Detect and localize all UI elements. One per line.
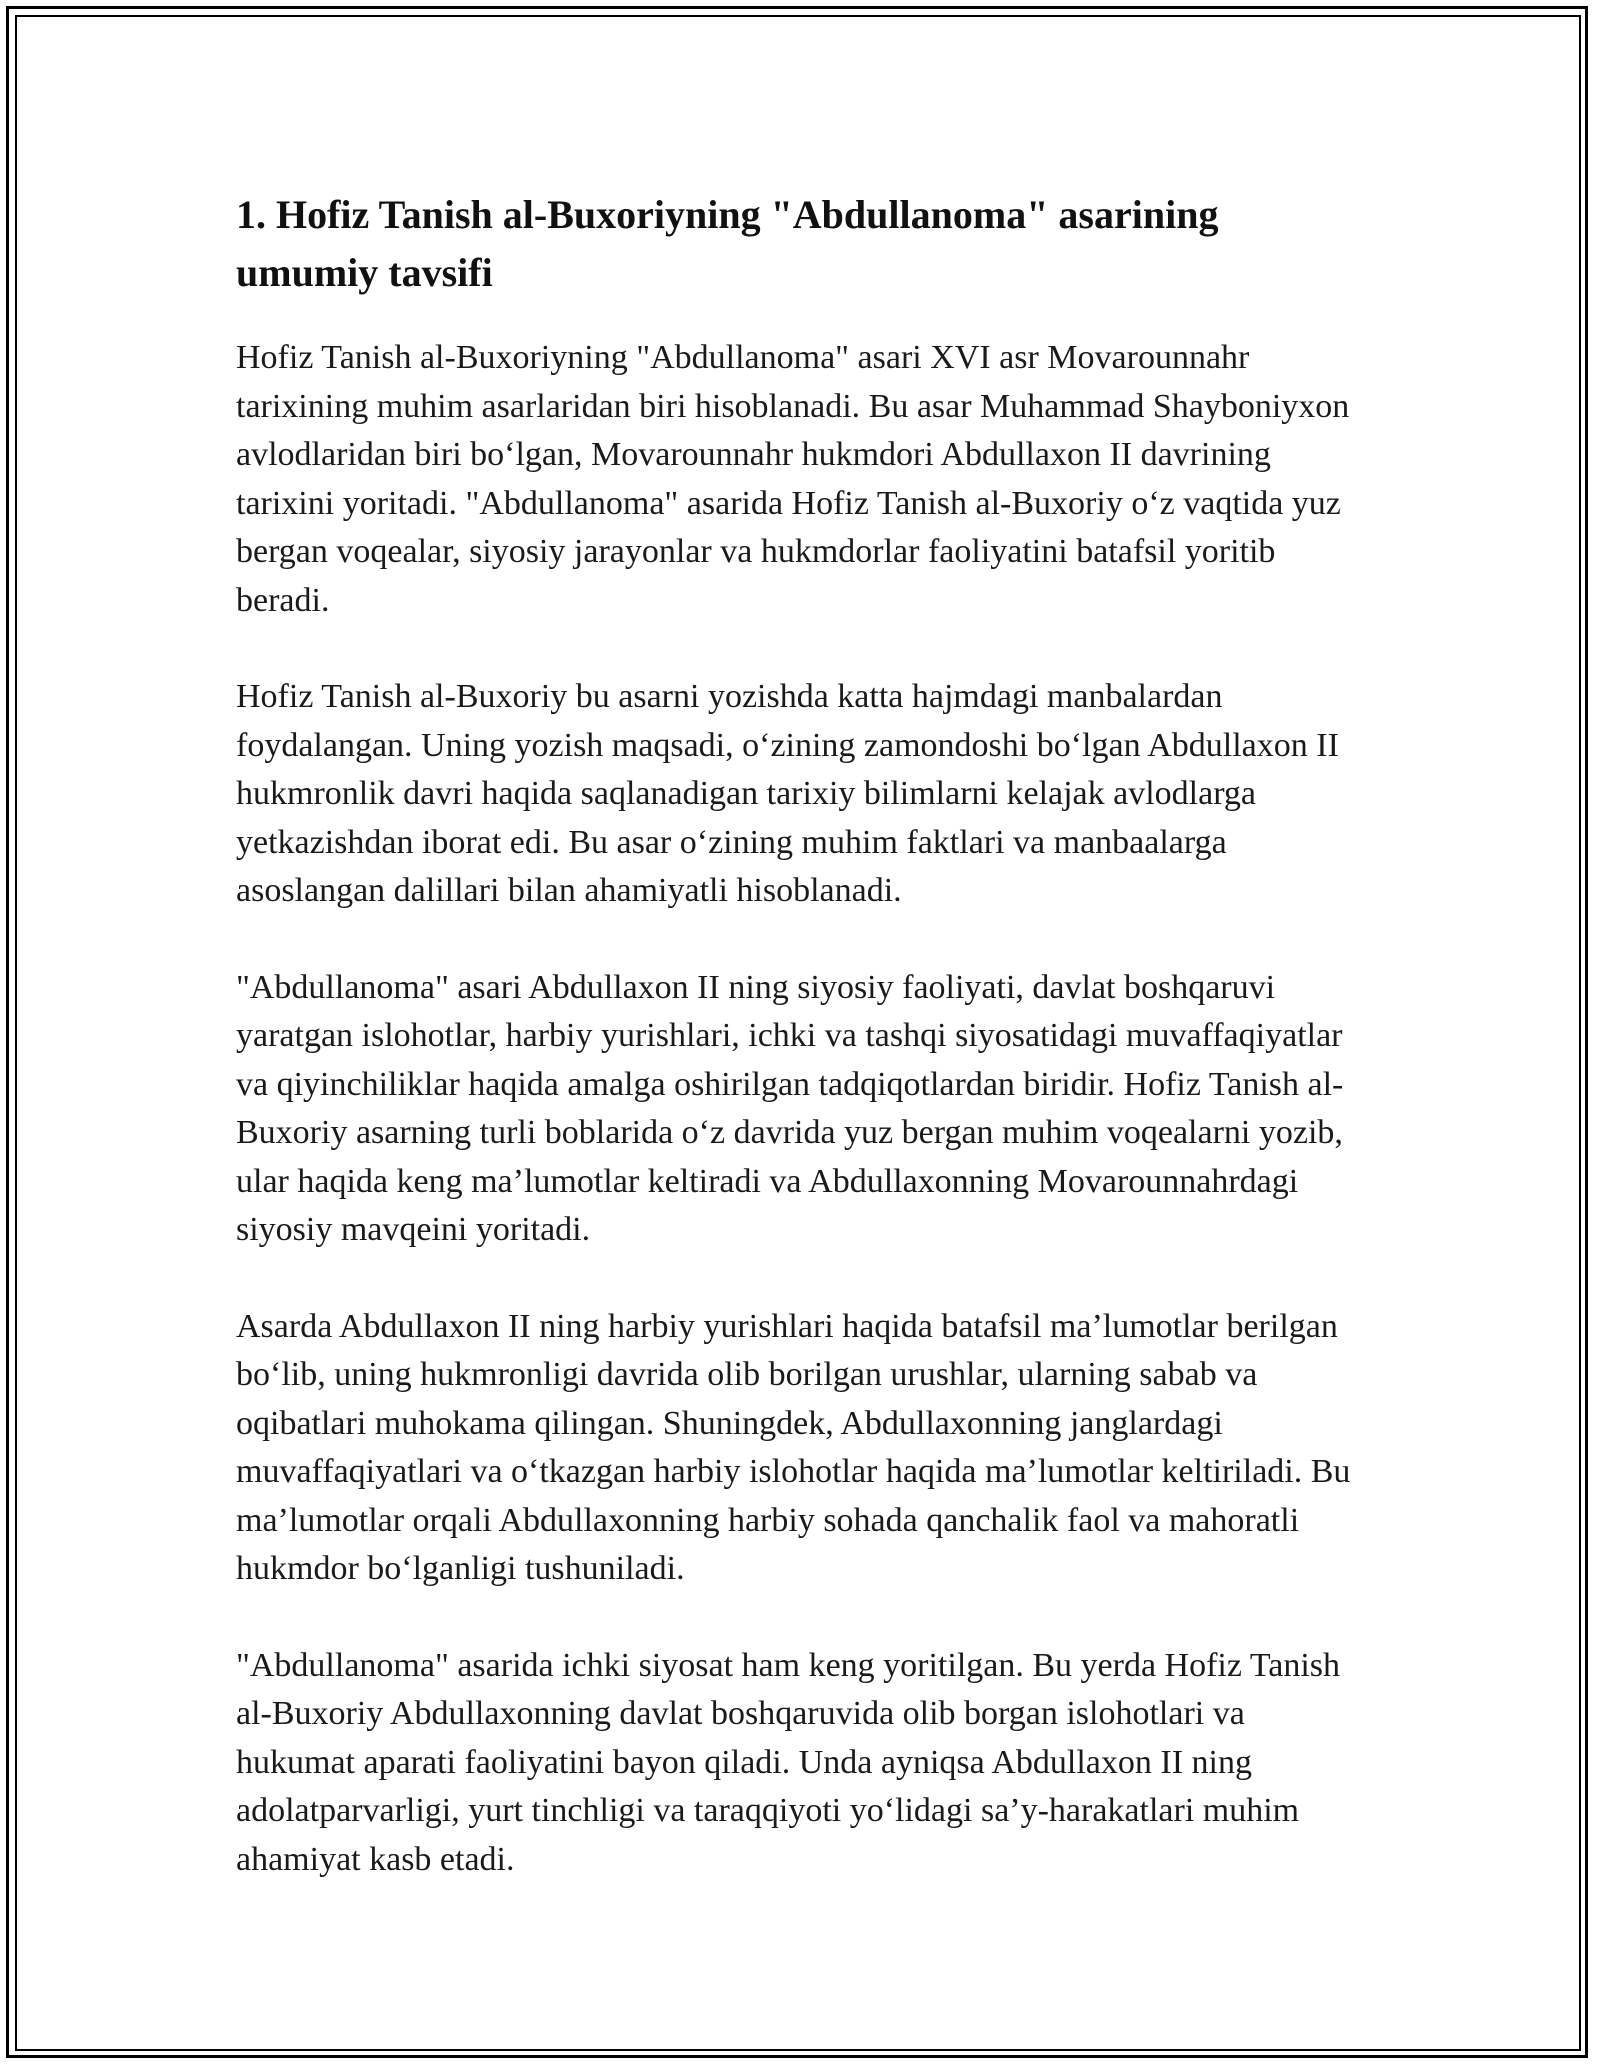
document-body bbox=[236, 186, 1366, 1932]
section-heading: 1. Hofiz Tanish al-Buxoriyning "Abdullanoma" asarining umumiy tavsifi bbox=[236, 192, 1219, 295]
paragraph-1: Hofiz Tanish al-Buxoriyning "Abdullanoma" asari XVI asr Movarounnahr tarixining muhim asarlaridan biri hisoblanadi. Bu asar Muhammad Shayboniyxon avlodlaridan biri bo‘lgan, Movarounnahr hukmdori Abdullaxon II davrining tarixini yoritadi. "Abdullanoma" asarida Hofiz Tanish al-Buxoriy o‘z vaqtida yuz bergan voqealar, siyosiy jarayonlar va hukmdorlar faoliyatini batafsil yoritib beradi. bbox=[236, 339, 1350, 619]
paragraph-2: Hofiz Tanish al-Buxoriy bu asarni yozishda katta hajmdagi manbalardan foydalangan. Uning yozish maqsadi, o‘zining zamondoshi bo‘lgan Abdullaxon II hukmronlik davri haqida saqlanadigan tarixiy bilimlarni kelajak avlodlarga yetkazishdan iborat edi. Bu asar o‘zining muhim faktlari va manbaalarga asoslangan dalillari bilan ahamiyatli hisoblanadi. bbox=[236, 678, 1339, 909]
paragraph-3: "Abdullanoma" asari Abdullaxon II ning siyosiy faoliyati, davlat boshqaruvi yaratgan islohotlar, harbiy yurishlari, ichki va tashqi siyosatidagi muvaffaqiyatlar va qiyinchiliklar haqida amalga oshirilgan tadqiqotlardan biridir. Hofiz Tanish al-Buxoriy asarning turli boblarida o‘z davrida yuz bergan muhim voqealarni yozib, ular haqida keng ma’lumotlar keltiradi va Abdullaxonning Movarounnahrdagi siyosiy mavqeini yoritadi. bbox=[236, 968, 1344, 1248]
paragraph-5: "Abdullanoma" asarida ichki siyosat ham keng yoritilgan. Bu yerda Hofiz Tanish al-Buxoriy Abdullaxonning davlat boshqaruvida olib borgan islohotlari va hukumat aparati faoliyatini bayon qiladi. Unda ayniqsa Abdullaxon II ning adolatparvarligi, yurt tinchligi va taraqqiyoti yo‘lidagi sa’y-harakatlari muhim ahamiyat kasb etadi. bbox=[236, 1646, 1341, 1878]
paragraph-4: Asarda Abdullaxon II ning harbiy yurishlari haqida batafsil ma’lumotlar berilgan bo‘lib, uning hukmronligi davrida olib borilgan urushlar, ularning sabab va oqibatlari muhokama qilingan. Shuningdek, Abdullaxonning janglardagi muvaffaqiyatlari va o‘tkazgan harbiy islohotlar haqida ma’lumotlar keltiriladi. Bu ma’lumotlar orqali Abdullaxonning harbiy sohada qanchalik faol va mahoratli hukmdor bo‘lganligi tushuniladi. bbox=[236, 1307, 1351, 1587]
